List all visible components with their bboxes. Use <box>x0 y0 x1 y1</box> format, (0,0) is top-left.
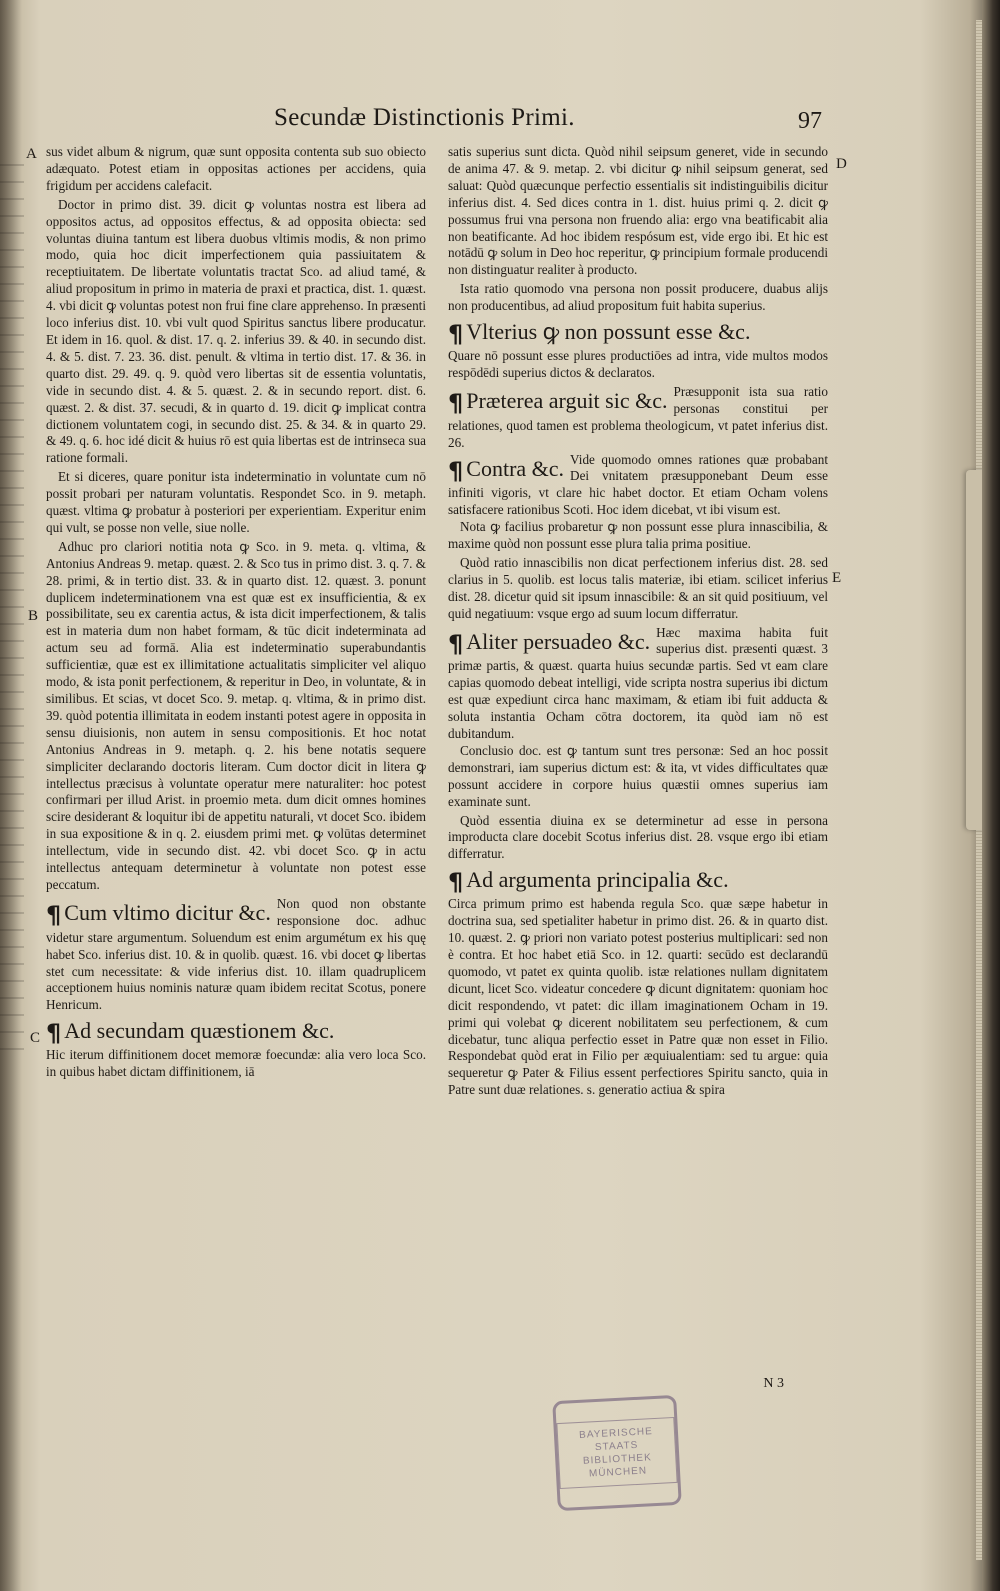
folio-number: 97 <box>798 108 822 134</box>
lemma-text: Ad secundam quæstionem &c. <box>64 1018 335 1044</box>
lemma-block <box>448 452 828 520</box>
pilcrow-icon: ¶ <box>46 900 62 929</box>
lemma-heading <box>46 1018 426 1048</box>
left-paragraph-1: sus videt album & nigrum, quæ sunt opposita contenta sub suo obiecto adæquato. Potest etiam in oppositas actiones per accidens, quia frigidum per accidens calefacit. <box>46 144 426 193</box>
right-paragraph-1: satis superius sunt dicta. Quòd nihil seipsum generet, vide in secundo de anima 47. & 9. metap. 2. vbi dicitur ꝙ nihil seipsum generat, sed saluat: Quòd quæcunque perfectio essentialis sit indistinguibilis dicitur inferius dist. 4. Sed dices contra in 1. dist. huius primi q. 2. dicit ꝙ possumus frui vna persona non fruendo alia: ergo vna beatificabit alia non beatificante. Ad hoc ibidem respósum est, vide ergo ibi. Et hic est notādū ꝙ solum in Deo hoc reperitur, ꝙ principium formale producendi non distinguatur realiter à producto. <box>448 144 828 278</box>
margin-letter-b: B <box>28 608 39 624</box>
right-column <box>448 144 828 1101</box>
pilcrow-icon: ¶ <box>46 1019 62 1048</box>
margin-letter-a: A <box>26 146 37 162</box>
library-stamp <box>552 1395 682 1511</box>
book-cover-edge <box>982 0 1000 1591</box>
lemma-commentary: Præsupponit ista sua ratio personas constitui per relationes, quod tamen est problema theologicum, vt patet inferius dist. 26. <box>448 383 828 450</box>
lemma-heading <box>46 899 271 929</box>
margin-letter-e: E <box>832 570 842 586</box>
lemma-text: Cum vltimo dicitur &c. <box>64 899 271 925</box>
lemma-block <box>46 896 426 1014</box>
catchword-signature: N 3 <box>763 1376 784 1391</box>
pilcrow-icon: ¶ <box>448 868 464 897</box>
lemma-heading <box>448 319 828 349</box>
page-header <box>18 100 830 140</box>
printed-page <box>18 100 847 1400</box>
right-paragraph-5: Quòd ratio innascibilis non dicat perfectionem inferius dist. 28. sed clarius in 5. quolib. est locus talis materiæ, ibi etiam. scilicet inferius dist. 28. dicetur quid sit ipsum innascibile: & an sit quid positiuum, vel quid negatiuum: vsque ergo ad suum locum differratur. <box>448 554 828 621</box>
right-paragraph-3: Quare nō possunt esse plures productiōes ad intra, vide multos modos respōdēdi superius dictos & declaratos. <box>448 348 828 380</box>
left-column <box>46 144 426 1083</box>
left-paragraph-5: Hic iterum diffinitionem docet memoræ foecundæ: alia vero loca Sco. in quibus habet dictam diffinitionem, iā <box>46 1047 426 1080</box>
lemma-text: Ad argumenta principalia &c. <box>466 867 729 893</box>
lemma-text: Præterea arguit sic &c. <box>466 387 668 413</box>
right-paragraph-8: Circa primum primo est habenda regula Sco. quæ sæpe habetur in doctrina sua, sed spetialiter habetur in primo dist. 26. & in quarto dist. 10. quæst. 2. ꝙ priori non variato potest posterius multiplicari: sed non è contra. Et hoc habet etiā Sco. in 12. quarti: secūdo est declarandū quomodo, vt patet ex quinta quolib. istæ relationes nullam dignitatem dicunt, licet Sco. videatur concedere ꝙ dicunt dignitatem: quoniam hoc dicit respondendo, vt patet: dic illam imaginationem Ocham in 19. primi qui volebat ꝙ dicerent nobilitatem seu perfectionem, & cum dicebatur, tunc aliqua perfectio esset in Patre quæ non esset in Filio. Respondebat quòd erat in Filio per æquiualentiam: sed tu argue: quia sequeretur ꝙ Pater & Filius essent perfectiores Spiritu sancto, quia in Patre sunt duæ relationes. s. generatio actiua & spira <box>448 896 828 1098</box>
margin-letter-d: D <box>836 156 847 172</box>
lemma-block <box>448 625 828 743</box>
pilcrow-icon: ¶ <box>448 456 464 485</box>
lemma-heading <box>448 628 651 658</box>
right-paragraph-2: Ista ratio quomodo vna persona non possit producere, duabus alijs non producentibus, ad aliud propositum fuit habita superius. <box>448 281 828 314</box>
lemma-text: Vlterius ꝙ non possunt esse &c. <box>466 319 751 345</box>
lemma-commentary: Non quod non obstante responsione doc. adhuc videtur stare argumentum. Soluendum est enim argumétum ex his quę habet Sco. inferius dist. 10. & in quolib. quæst. 16. vbi docet ꝙ libertas stet cum necessitate: & vide inferius dist. 10. illam quadruplicem acceptionem huius nominis naturæ quam ibidem recitat Scotus, ponere Henricum. <box>46 895 426 1013</box>
pilcrow-icon: ¶ <box>448 320 464 349</box>
lemma-text: Aliter persuadeo &c. <box>466 628 651 654</box>
left-paragraph-2: Doctor in primo dist. 39. dicit ꝙ voluntas nostra est libera ad oppositos actus, ad oppositos effectus, & ad opposita obiecta: sed voluntas diuina tantum est libera duobus vltimis modis, & non primo modo, quia hoc dicit imperfectionem quia passiuitatem & receptiuitatem. De libertate voluntatis tractat Sco. ad aliud tamé, & aliud propositum in primo in materia de praxi et practica, dist. 1. quæst. 4. vbi dicit ꝙ voluntas potest non frui fine clare apprehenso. In præsenti loco inferius dist. 10. vbi vult quod Spiritus sanctus libere producatur. Et idem in 16. quol. & dist. 17. q. 2. inferius 39. & 40. in secundo dist. 4. & 5. dist. 7. 23. 36. dist. penult. & vltima in tertio dist. 17. & 36. in quarto dist. 29. 49. q. 9. quòd vero libertas sit de essentia voluntatis, vide in secundo dist. 4. & 5. quæst. 2. & in secundo report. dist. 6. quæst. 2. & dist. 37. secudi, & in quarto d. 19. dicit ꝙ implicat contra dictionem voluntatem cogi, in secundo dist. 25. & 34. & in quarto 29. & 49. q. 6. hoc idé dicit & huius rō est quia libertas est de intrinseca sua ratione formali. <box>46 196 426 466</box>
running-title: Secundæ Distinctionis Primi. <box>274 104 575 131</box>
left-paragraph-4: Adhuc pro clariori notitia nota ꝙ Sco. in 9. meta. q. vltima, & Antonius Andreas 9. metap. quæst. 2. & Sco tus in primo dist. 3. q. 7. & 28. primi, & in tertio dist. 33. & in quarto dist. 12. quæst. 3. ponunt duplicem indeterminationem vna est quæ est ex insufficientia, & ex possibilitate, seu ex carentia actus, & ista dicit imperfectionem, & talis est in materia dum non habet formam, & tūc dicit indeterminata ad actum seu ad formā. Alia est indeterminatio superabundantis sufficientiæ, quæ est ex illimitatione actualitatis simpliciter vel aliquo modo, & ista ponit perfectionem, & reperitur in Deo, in voluntate, & in similibus. Et scias, vt docet Sco. 9. metap. q. vltima, & in primo dist. 39. quòd potentia illimitata in eodem instanti potest agere in opposita in sensu diuisionis, non autem in sensu compositionis. Et hoc notat Antonius Andreas in 9. metaph. q. 2. his bene notatis sequere simpliciter declarando doctoris literam. Cum doctor dicit in litera ꝙ intellectus præcisus à voluntate operatur mere naturaliter: hoc potest confirmari per illud Arist. in proemio meta. dum dicit omnes homines scire desiderant & loquitur ibi de appetitu naturali, vt docet Sco. ibidem in sua expositione & in q. 2. eiusdem primi met. ꝙ volūtas determinet intellectum, vide in secundo dist. 42. vbi docet Sco. ꝙ in actu intellectus antequam determinetur à voluntate non potest esse peccatum. <box>46 538 426 892</box>
right-paragraph-4: Nota ꝙ facilius probaretur ꝙ non possunt esse plura innascibilia, & maxime quòd non possunt esse plura talia prima positiue. <box>448 519 828 552</box>
right-paragraph-6: Conclusio doc. est ꝙ tantum sunt tres personæ: Sed an hoc possit demonstrari, iam superius dictum est: & ita, vt vides difficultates quæ possunt accidere in corpore huius quæstii omnes superius iam examinate sunt. <box>448 742 828 809</box>
lemma-commentary: Vide quomodo omnes rationes quæ probabant Dei vnitatem præsupponebant Deum esse infiniti vigoris, vt clare hic habet doctor. Et etiam Ocham volens satisfacere rationibus Scoti. Hoc idem dicebat, vt ibi visum est. <box>448 451 828 518</box>
lemma-text: Contra &c. <box>466 455 565 481</box>
lemma-commentary: Hæc maxima habita fuit superius dist. præsenti quæst. 3 primæ partis, & quæst. quarta huius secundæ partis. Sed vt eam clare capias quomodo debeat intelligi, vide scripta nostra superius ibi dictum est quæ expediunt circa hanc maximam, & etiam ibi fuit adducta & soluta instantia Ocham cōtra doctorem, ita quòd iam nō est dubitandum. <box>448 624 828 741</box>
pilcrow-icon: ¶ <box>448 388 464 417</box>
lemma-heading <box>448 867 828 897</box>
left-paragraph-3: Et si diceres, quare ponitur ista indeterminatio in voluntate cum nō possit probari per naturam voluntatis. Respondet Sco. in 9. metaph. quæst. vltima ꝙ probatur à posteriori per experientiam. Experitur enim qui vult, se posse non velle, siue nolle. <box>46 469 426 535</box>
margin-letter-c: C <box>30 1030 41 1046</box>
lemma-block <box>448 384 828 452</box>
lemma-heading <box>448 387 668 417</box>
lemma-heading <box>448 455 565 485</box>
library-stamp-text: BAYERISCHE STAATS BIBLIOTHEK MÜNCHEN <box>556 1417 677 1489</box>
pilcrow-icon: ¶ <box>448 629 464 658</box>
right-paragraph-7: Quòd essentia diuina ex se determinetur ad esse in persona improducta clare docebit Scotus inferius dist. 28. vsque ergo ibi etiam differratur. <box>448 812 828 862</box>
